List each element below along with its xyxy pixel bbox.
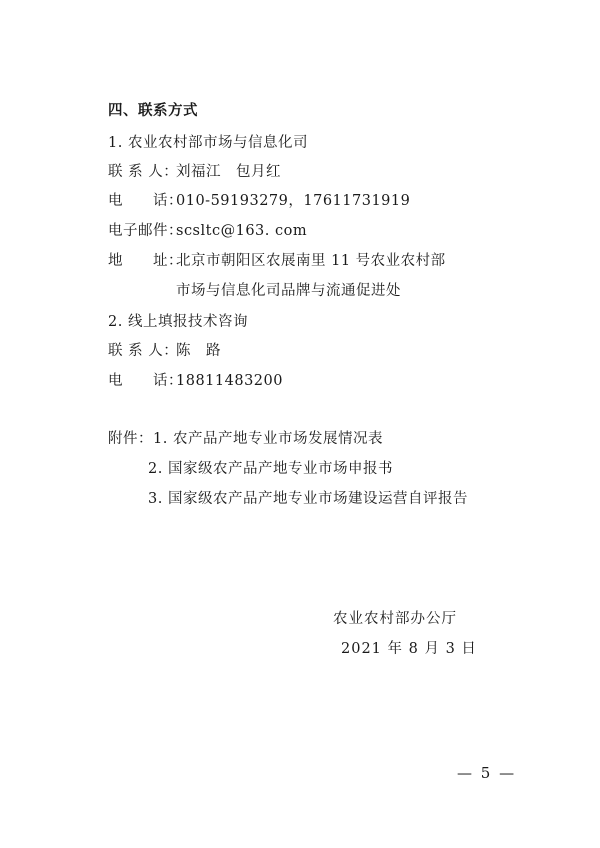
contact1-address-line2: 市场与信息化司品牌与流通促进处	[176, 283, 401, 299]
section-heading: 四、联系方式	[108, 103, 198, 119]
page-number: — 5 —	[457, 764, 517, 782]
contact1-title: 1. 农业农村部市场与信息化司	[108, 135, 308, 151]
contact1-address-label: 地 址：	[108, 253, 183, 269]
signature-date: 2021 年 8 月 3 日	[341, 641, 477, 657]
contact2-person-label: 联 系 人：	[108, 343, 179, 359]
contact1-email-value: scsltc@163. com	[176, 223, 308, 239]
contact1-phone-row	[108, 191, 410, 211]
attachment-item: 3. 国家级农产品产地专业市场建设运营自评报告	[148, 491, 468, 507]
contact2-phone-value: 18811483200	[176, 373, 283, 389]
contact1-person-label: 联 系 人：	[108, 164, 179, 180]
contact1-email-label: 电子邮件：	[108, 223, 183, 239]
attachments-label: 附件：	[108, 431, 153, 447]
contact1-person-row	[108, 162, 281, 182]
contact1-phone-label: 电 话：	[108, 193, 183, 209]
contact2-phone-label: 电 话：	[108, 373, 183, 389]
contact1-email-row	[108, 221, 307, 241]
attachments-row-1	[108, 429, 383, 449]
contact1-address-row	[108, 251, 446, 271]
contact2-phone-row	[108, 371, 283, 391]
contact2-person-row	[108, 341, 221, 361]
attachment-item: 2. 国家级农产品产地专业市场申报书	[148, 461, 393, 477]
attachment-item: 1. 农产品产地专业市场发展情况表	[153, 431, 383, 447]
contact1-phone-value: 010-59193279，17611731919	[176, 193, 411, 209]
contact1-address-line1: 北京市朝阳区农展南里 11 号农业农村部	[176, 253, 446, 269]
signature-office: 农业农村部办公厅	[333, 611, 457, 627]
contact1-person-value: 刘福江 包月红	[176, 164, 281, 180]
contact2-title: 2. 线上填报技术咨询	[108, 314, 248, 330]
contact2-person-value: 陈 路	[176, 343, 221, 359]
